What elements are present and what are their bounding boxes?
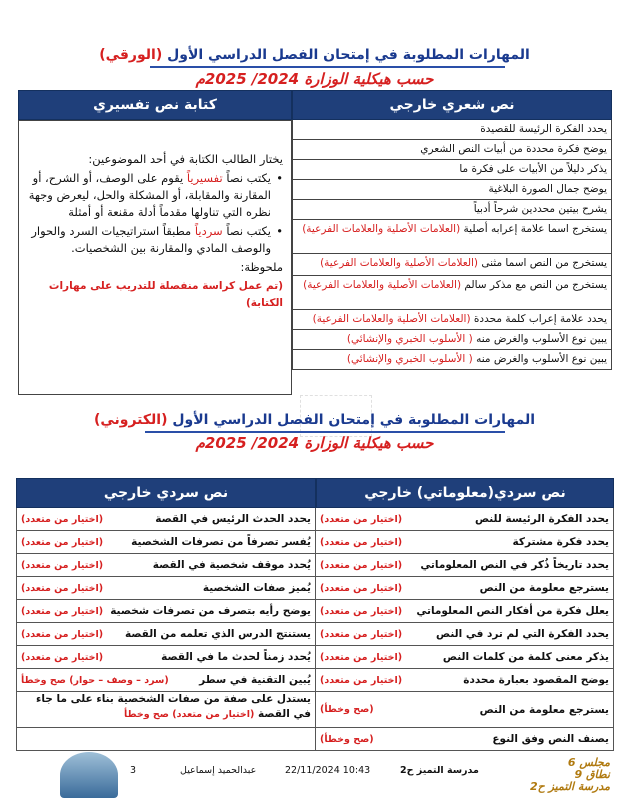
skill-row bbox=[292, 140, 612, 160]
skill-text: يستخرج من النص مع مذكر سالم bbox=[464, 279, 607, 291]
skill-row bbox=[292, 254, 612, 276]
section1-header-writing: كتابة نص تفسيري bbox=[18, 90, 292, 120]
cell-skill: يحدد الفكرة الرئيسة للنص bbox=[474, 513, 609, 525]
skill-text: يوضح جمال الصورة البلاغية bbox=[488, 183, 607, 195]
skill-text: يبين نوع الأسلوب والغرض منه bbox=[476, 353, 607, 365]
cell-skill: يُبين التقنية في سطر bbox=[199, 674, 311, 686]
cell-skill: يوضح المقصود بعبارة محددة bbox=[463, 674, 609, 686]
writing-bullet-2-a: يكتب نصاً bbox=[226, 224, 271, 238]
table-cell bbox=[315, 623, 614, 645]
cell-question-type: (صح وخطأ) bbox=[320, 704, 374, 715]
table-row bbox=[16, 508, 614, 531]
table-cell bbox=[315, 531, 614, 553]
table-cell bbox=[315, 508, 614, 530]
cell-skill: يذكر معنى كلمة من كلمات النص bbox=[442, 651, 609, 663]
title-underline bbox=[145, 431, 505, 433]
cell-question-type: (اختيار من متعدد) bbox=[320, 513, 403, 525]
footer-author: عبدالحميد إسماعيل bbox=[180, 765, 257, 776]
table-cell bbox=[315, 646, 614, 668]
footer-datetime: 22/11/2024 10:43 bbox=[285, 765, 371, 776]
table-row bbox=[16, 646, 614, 669]
section1-header-poetry: نص شعري خارجي bbox=[292, 90, 612, 120]
cell-skill: يحدد الحدث الرئيس في القصة bbox=[155, 513, 311, 525]
cell-question-type: (اختيار من متعدد) bbox=[21, 651, 104, 663]
cell-question-type: (اختيار من متعدد) bbox=[320, 651, 403, 663]
writing-bullet-2-b: مطبقاً استراتيجيات السرد والحوار والوصف المادي والمقارنة بين الشخصيات. bbox=[31, 224, 271, 255]
cell-question-type: (اختيار من متعدد) bbox=[21, 559, 104, 571]
writing-bullet-1-a: يكتب نصاً bbox=[226, 171, 271, 185]
cell-skill: يحدد فكرة مشتركة bbox=[512, 536, 609, 548]
cell-question-type: (صح وخطأ) bbox=[320, 733, 374, 745]
skill-row bbox=[292, 160, 612, 180]
skill-text: يحدد الفكرة الرئيسة للقصيدة bbox=[480, 123, 607, 135]
section2-header-informational: نص سردي(معلوماتي) خارجي bbox=[316, 478, 614, 508]
section2-subtitle: حسب هيكلية الوزارة 2024/ 2025م bbox=[195, 434, 434, 452]
skill-row bbox=[292, 120, 612, 140]
skill-text: يذكر دليلاً من الأبيات على فكرة ما bbox=[459, 163, 607, 175]
writing-bullet-2-red: سردياً bbox=[194, 224, 223, 238]
table-row bbox=[16, 600, 614, 623]
cell-question-type: (اختيار من متعدد) bbox=[320, 628, 403, 640]
skill-text: يحدد علامة إعراب كلمة محددة bbox=[473, 313, 607, 325]
section2-title bbox=[18, 412, 611, 428]
cell-question-type: (اختيار من متعدد) bbox=[320, 559, 403, 571]
logo-line-2: نطاق 9 bbox=[574, 768, 610, 781]
footer-page-number: 3 bbox=[130, 765, 137, 776]
table-cell bbox=[16, 554, 315, 576]
cell-skill: يعلل فكرة من أفكار النص المعلوماتي bbox=[416, 605, 609, 617]
skill-row bbox=[292, 330, 612, 350]
skill-row bbox=[292, 350, 612, 370]
table-cell bbox=[16, 531, 315, 553]
cell-question-type: (سرد – وصف – حوار) صح وخطأ bbox=[21, 674, 169, 686]
cell-question-type: (اختيار من متعدد) bbox=[320, 536, 403, 548]
logo-line-3: مدرسة التميز ح2 bbox=[530, 780, 610, 793]
section1-title-tag: (الورقي) bbox=[99, 47, 163, 63]
table-cell bbox=[315, 600, 614, 622]
section1-title-main: المهارات المطلوبة في إمتحان الفصل الدراسي الأول bbox=[167, 47, 530, 63]
cell-question-type: (اختيار من متعدد) bbox=[21, 628, 104, 640]
skill-note: (العلامات الأصلية والعلامات الفرعية) bbox=[303, 279, 462, 291]
cell-question-type: (اختيار من متعدد) bbox=[21, 513, 104, 525]
cell-skill: يوضح رأيه بتصرف من تصرفات شخصية bbox=[110, 605, 311, 617]
skill-note: (العلامات الأصلية والعلامات الفرعية) bbox=[320, 257, 479, 269]
table-cell bbox=[315, 692, 614, 727]
table-cell bbox=[16, 623, 315, 645]
writing-bullet-1-b: يقوم على الوصف، أو الشرح، أو المقارنة والمقابلة، أو المشكلة والحل، ليعرض وجهة نظره التي تناولها مقدماً أدلة مقنعة أو أمثلة bbox=[28, 171, 271, 219]
writing-bullet-1 bbox=[27, 170, 283, 221]
table-row bbox=[16, 692, 614, 728]
section2-title-main: المهارات المطلوبة في إمتحان الفصل الدراسي الأول bbox=[172, 412, 536, 428]
cell-skill: يسترجع معلومة من النص bbox=[479, 703, 609, 716]
cell-question-type: (اختيار من متعدد) bbox=[21, 605, 104, 617]
title-underline bbox=[150, 66, 505, 68]
skill-text: يبين نوع الأسلوب والغرض منه bbox=[476, 333, 607, 345]
skill-note: (العلامات الأصلية والعلامات الفرعية) bbox=[312, 313, 471, 325]
cell-skill: يستنتج الدرس الذي تعلمه من القصة bbox=[124, 628, 311, 640]
cell-question-type: (اختيار من متعدد) bbox=[320, 674, 403, 686]
skill-text: يستخرج من النص اسما مثنى bbox=[481, 257, 607, 269]
table-cell bbox=[315, 728, 614, 750]
table-cell bbox=[16, 669, 315, 691]
cell-skill: يحدد الفكرة التي لم ترد في النص bbox=[436, 628, 609, 640]
skill-row bbox=[292, 310, 612, 330]
cell-question-type: (اختيار من متعدد) bbox=[21, 536, 104, 548]
table-cell bbox=[315, 554, 614, 576]
writing-panel bbox=[18, 120, 292, 395]
cell-question-type: (اختيار من متعدد) bbox=[320, 605, 403, 617]
skill-note: ( الأسلوب الخبري والإنشائي) bbox=[346, 353, 473, 365]
table-row bbox=[16, 577, 614, 600]
table-cell bbox=[16, 728, 315, 750]
cell-skill: يُحدد زمناً لحدث ما في القصة bbox=[161, 651, 311, 663]
section2-skills-table bbox=[16, 508, 614, 751]
skill-text: يوضح فكرة محددة من أبيات النص الشعري bbox=[420, 143, 607, 155]
skill-note: (العلامات الأصلية والعلامات الفرعية) bbox=[302, 223, 461, 235]
skill-note: ( الأسلوب الخبري والإنشائي) bbox=[346, 333, 473, 345]
skill-text: يستخرج اسما علامة إعرابه أصلية bbox=[463, 223, 607, 235]
table-cell bbox=[16, 600, 315, 622]
section1-skills-table bbox=[292, 120, 612, 370]
table-cell bbox=[315, 577, 614, 599]
table-row bbox=[16, 531, 614, 554]
cell-skill: يسترجع معلومة من النص bbox=[479, 582, 609, 594]
cell-question-type: (اختيار من متعدد) صح وخطأ bbox=[124, 709, 255, 720]
cell-skill: يستدل على صفة من صفات الشخصية بناء على ما جاء في القصة bbox=[35, 693, 311, 720]
writing-note-label: ملحوظة: bbox=[240, 260, 283, 274]
section2-title-tag: (الكتروني) bbox=[93, 412, 168, 428]
writing-note: (تم عمل كراسة منفصلة للتدريب على مهارات الكتابة) bbox=[48, 280, 283, 309]
table-cell bbox=[16, 577, 315, 599]
table-row bbox=[16, 623, 614, 646]
table-row bbox=[16, 554, 614, 577]
table-row bbox=[16, 728, 614, 751]
table-cell bbox=[16, 508, 315, 530]
section1-subtitle: حسب هيكلية الوزارة 2024/ 2025م bbox=[195, 70, 434, 88]
cell-skill: يصنف النص وفق النوع bbox=[492, 733, 609, 745]
table-row bbox=[16, 669, 614, 692]
author-avatar bbox=[60, 752, 118, 798]
skill-text: يشرح بيتين محددين شرحاً أدبياً bbox=[473, 203, 607, 215]
skill-row bbox=[292, 220, 612, 254]
cell-question-type: (اختيار من متعدد) bbox=[320, 582, 403, 594]
writing-bullet-1-red: تفسيرياً bbox=[186, 171, 223, 185]
writing-bullet-2 bbox=[27, 223, 283, 257]
writing-intro: يختار الطالب الكتابة في أحد الموضوعين: bbox=[88, 152, 283, 166]
section1-title bbox=[18, 47, 611, 63]
footer-school: مدرسة التميز ح2 bbox=[400, 765, 479, 776]
cell-skill: يُحدد موقف شخصية في القصة bbox=[152, 559, 311, 571]
skill-row bbox=[292, 180, 612, 200]
section2-header-narrative: نص سردي خارجي bbox=[16, 478, 316, 508]
cell-skill: يحدد تاريخاً ذُكر في النص المعلوماتي bbox=[420, 559, 609, 571]
cell-question-type: (اختيار من متعدد) bbox=[21, 582, 104, 594]
logo-line-1: مجلس 6 bbox=[567, 756, 610, 769]
table-cell bbox=[16, 692, 315, 727]
table-cell bbox=[315, 669, 614, 691]
cell-skill: يُميز صفات الشخصية bbox=[202, 582, 311, 594]
council-logo bbox=[520, 757, 610, 797]
cell-skill: يُفسر تصرفاً من تصرفات الشخصية bbox=[131, 536, 311, 548]
table-cell bbox=[16, 646, 315, 668]
skill-row bbox=[292, 276, 612, 310]
skill-row bbox=[292, 200, 612, 220]
